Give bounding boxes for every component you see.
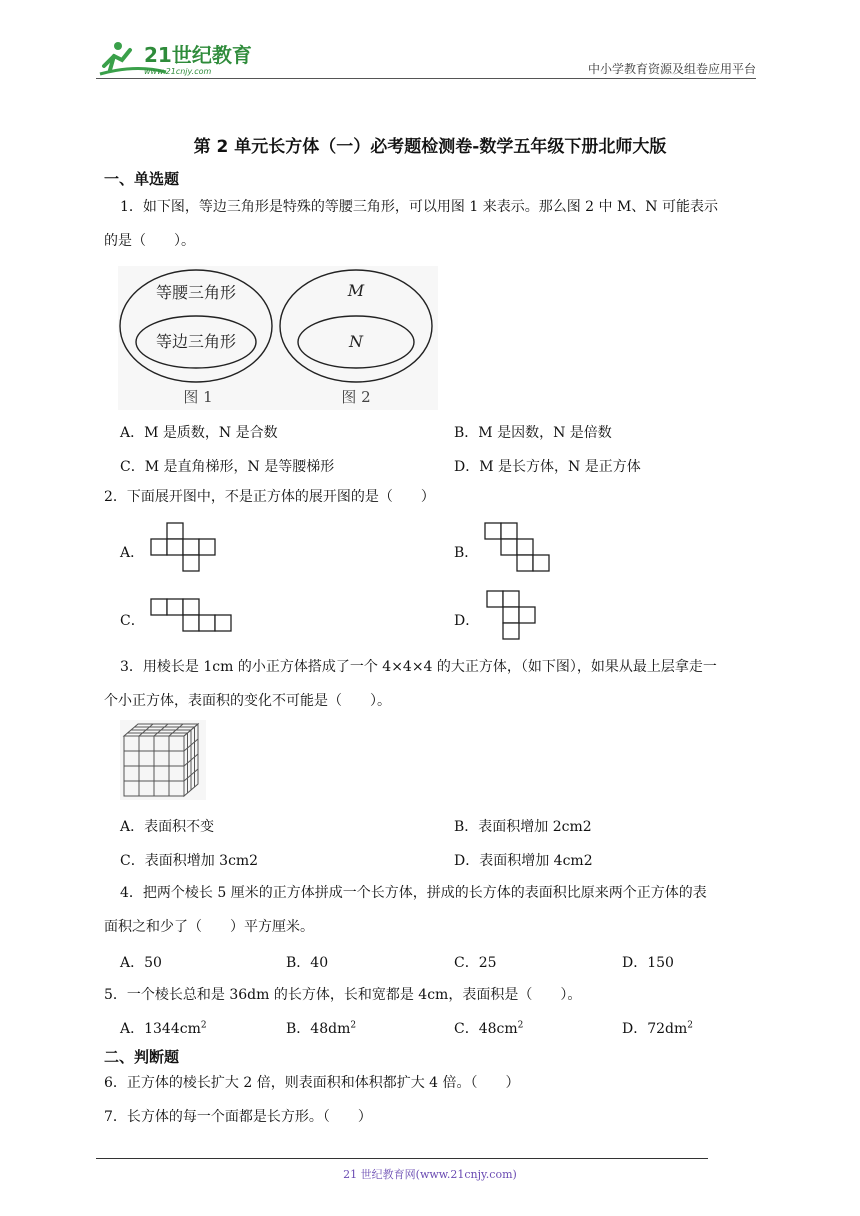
q5-option-b[interactable]: B．$48dm^2$	[286, 1020, 357, 1037]
svg-text:www.21cnjy.com: www.21cnjy.com	[144, 67, 212, 76]
q1-figure	[118, 266, 438, 410]
q1-option-b[interactable]: B．M 是因数，N 是倍数	[454, 425, 612, 441]
q3-line1: 3．用棱长是 1cm 的小正方体搭成了一个 4×4×4 的大正方体，（如下图），如果从最上层拿走一	[120, 659, 717, 675]
header-right-text: 中小学教育资源及组卷应用平台	[587, 62, 756, 76]
fig2-inner-label: N	[349, 332, 363, 351]
q3-option-c[interactable]: C．表面积增加 3cm2	[120, 853, 259, 869]
q4-option-a[interactable]: A．50	[120, 955, 162, 971]
q4-option-d[interactable]: D．150	[622, 955, 674, 971]
q2-net-d	[486, 590, 540, 648]
q7-text: 7．长方体的每一个面都是长方形。（ ）	[104, 1109, 372, 1125]
fig1-inner-label: 等边三角形	[155, 332, 237, 351]
q4-option-c[interactable]: C．25	[454, 955, 497, 971]
q3-option-a[interactable]: A．表面积不变	[120, 819, 215, 835]
q5-option-c[interactable]: C．$48cm^2$	[454, 1020, 524, 1037]
fig2-caption: 图 2	[341, 388, 371, 406]
q3-cube-figure	[120, 720, 206, 804]
q1-line1: 1．如下图，等边三角形是特殊的等腰三角形，可以用图 1 来表示。那么图 2 中 M、N 可能表示	[120, 199, 719, 215]
q1-line2: 的是（ ）。	[104, 233, 195, 249]
page-title: 第 2 单元长方体（一）必考题检测卷-数学五年级下册北师大版	[193, 137, 667, 157]
svg-text:21世纪教育: 21世纪教育	[144, 43, 252, 67]
section-single-choice: 一、单选题	[104, 170, 180, 188]
q1-option-d[interactable]: D．M 是长方体，N 是正方体	[454, 459, 641, 475]
q2-option-b[interactable]: B．	[454, 545, 479, 561]
q2-option-c[interactable]: C．	[120, 613, 145, 629]
q2-text: 2．下面展开图中，不是正方体的展开图的是（ ）	[104, 489, 435, 505]
q3-option-d[interactable]: D．表面积增加 4cm2	[454, 853, 593, 869]
q2-net-a	[150, 522, 220, 578]
q5-text: 5．一个棱长总和是 36dm 的长方体，长和宽都是 4cm，表面积是（ ）。	[104, 987, 582, 1003]
q2-net-c	[150, 598, 232, 638]
q2-option-a[interactable]: A．	[120, 545, 145, 561]
footer-link[interactable]: 21 世纪教育网(www.21cnjy.com)	[343, 1168, 517, 1181]
fig1-outer-label: 等腰三角形	[155, 283, 237, 302]
fig1-caption: 图 1	[183, 388, 213, 406]
q4-line1: 4．把两个棱长 5 厘米的正方体拼成一个长方体，拼成的长方体的表面积比原来两个正方体的表	[120, 885, 707, 901]
q4-line2: 面积之和少了（ ）平方厘米。	[104, 919, 314, 935]
q3-option-b[interactable]: B．表面积增加 2cm2	[454, 819, 592, 835]
footer-divider	[96, 1158, 708, 1159]
q4-option-b[interactable]: B．40	[286, 955, 329, 971]
logo	[96, 36, 266, 80]
q5-option-a[interactable]: A．$1344cm^2$	[120, 1020, 207, 1037]
q2-net-b	[484, 522, 554, 580]
section-true-false: 二、判断题	[104, 1048, 180, 1066]
q2-option-d[interactable]: D．	[454, 613, 480, 629]
q5-option-d[interactable]: D．$72dm^2$	[622, 1020, 694, 1037]
fig2-outer-label: M	[347, 281, 365, 300]
q1-option-c[interactable]: C．M 是直角梯形，N 是等腰梯形	[120, 459, 335, 475]
q3-line2: 个小正方体，表面积的变化不可能是（ ）。	[104, 693, 391, 709]
q6-text: 6．正方体的棱长扩大 2 倍，则表面积和体积都扩大 4 倍。（ ）	[104, 1075, 520, 1091]
q1-option-a[interactable]: A．M 是质数，N 是合数	[120, 425, 278, 441]
header-divider	[96, 78, 756, 79]
runner-logo-icon	[96, 36, 266, 80]
